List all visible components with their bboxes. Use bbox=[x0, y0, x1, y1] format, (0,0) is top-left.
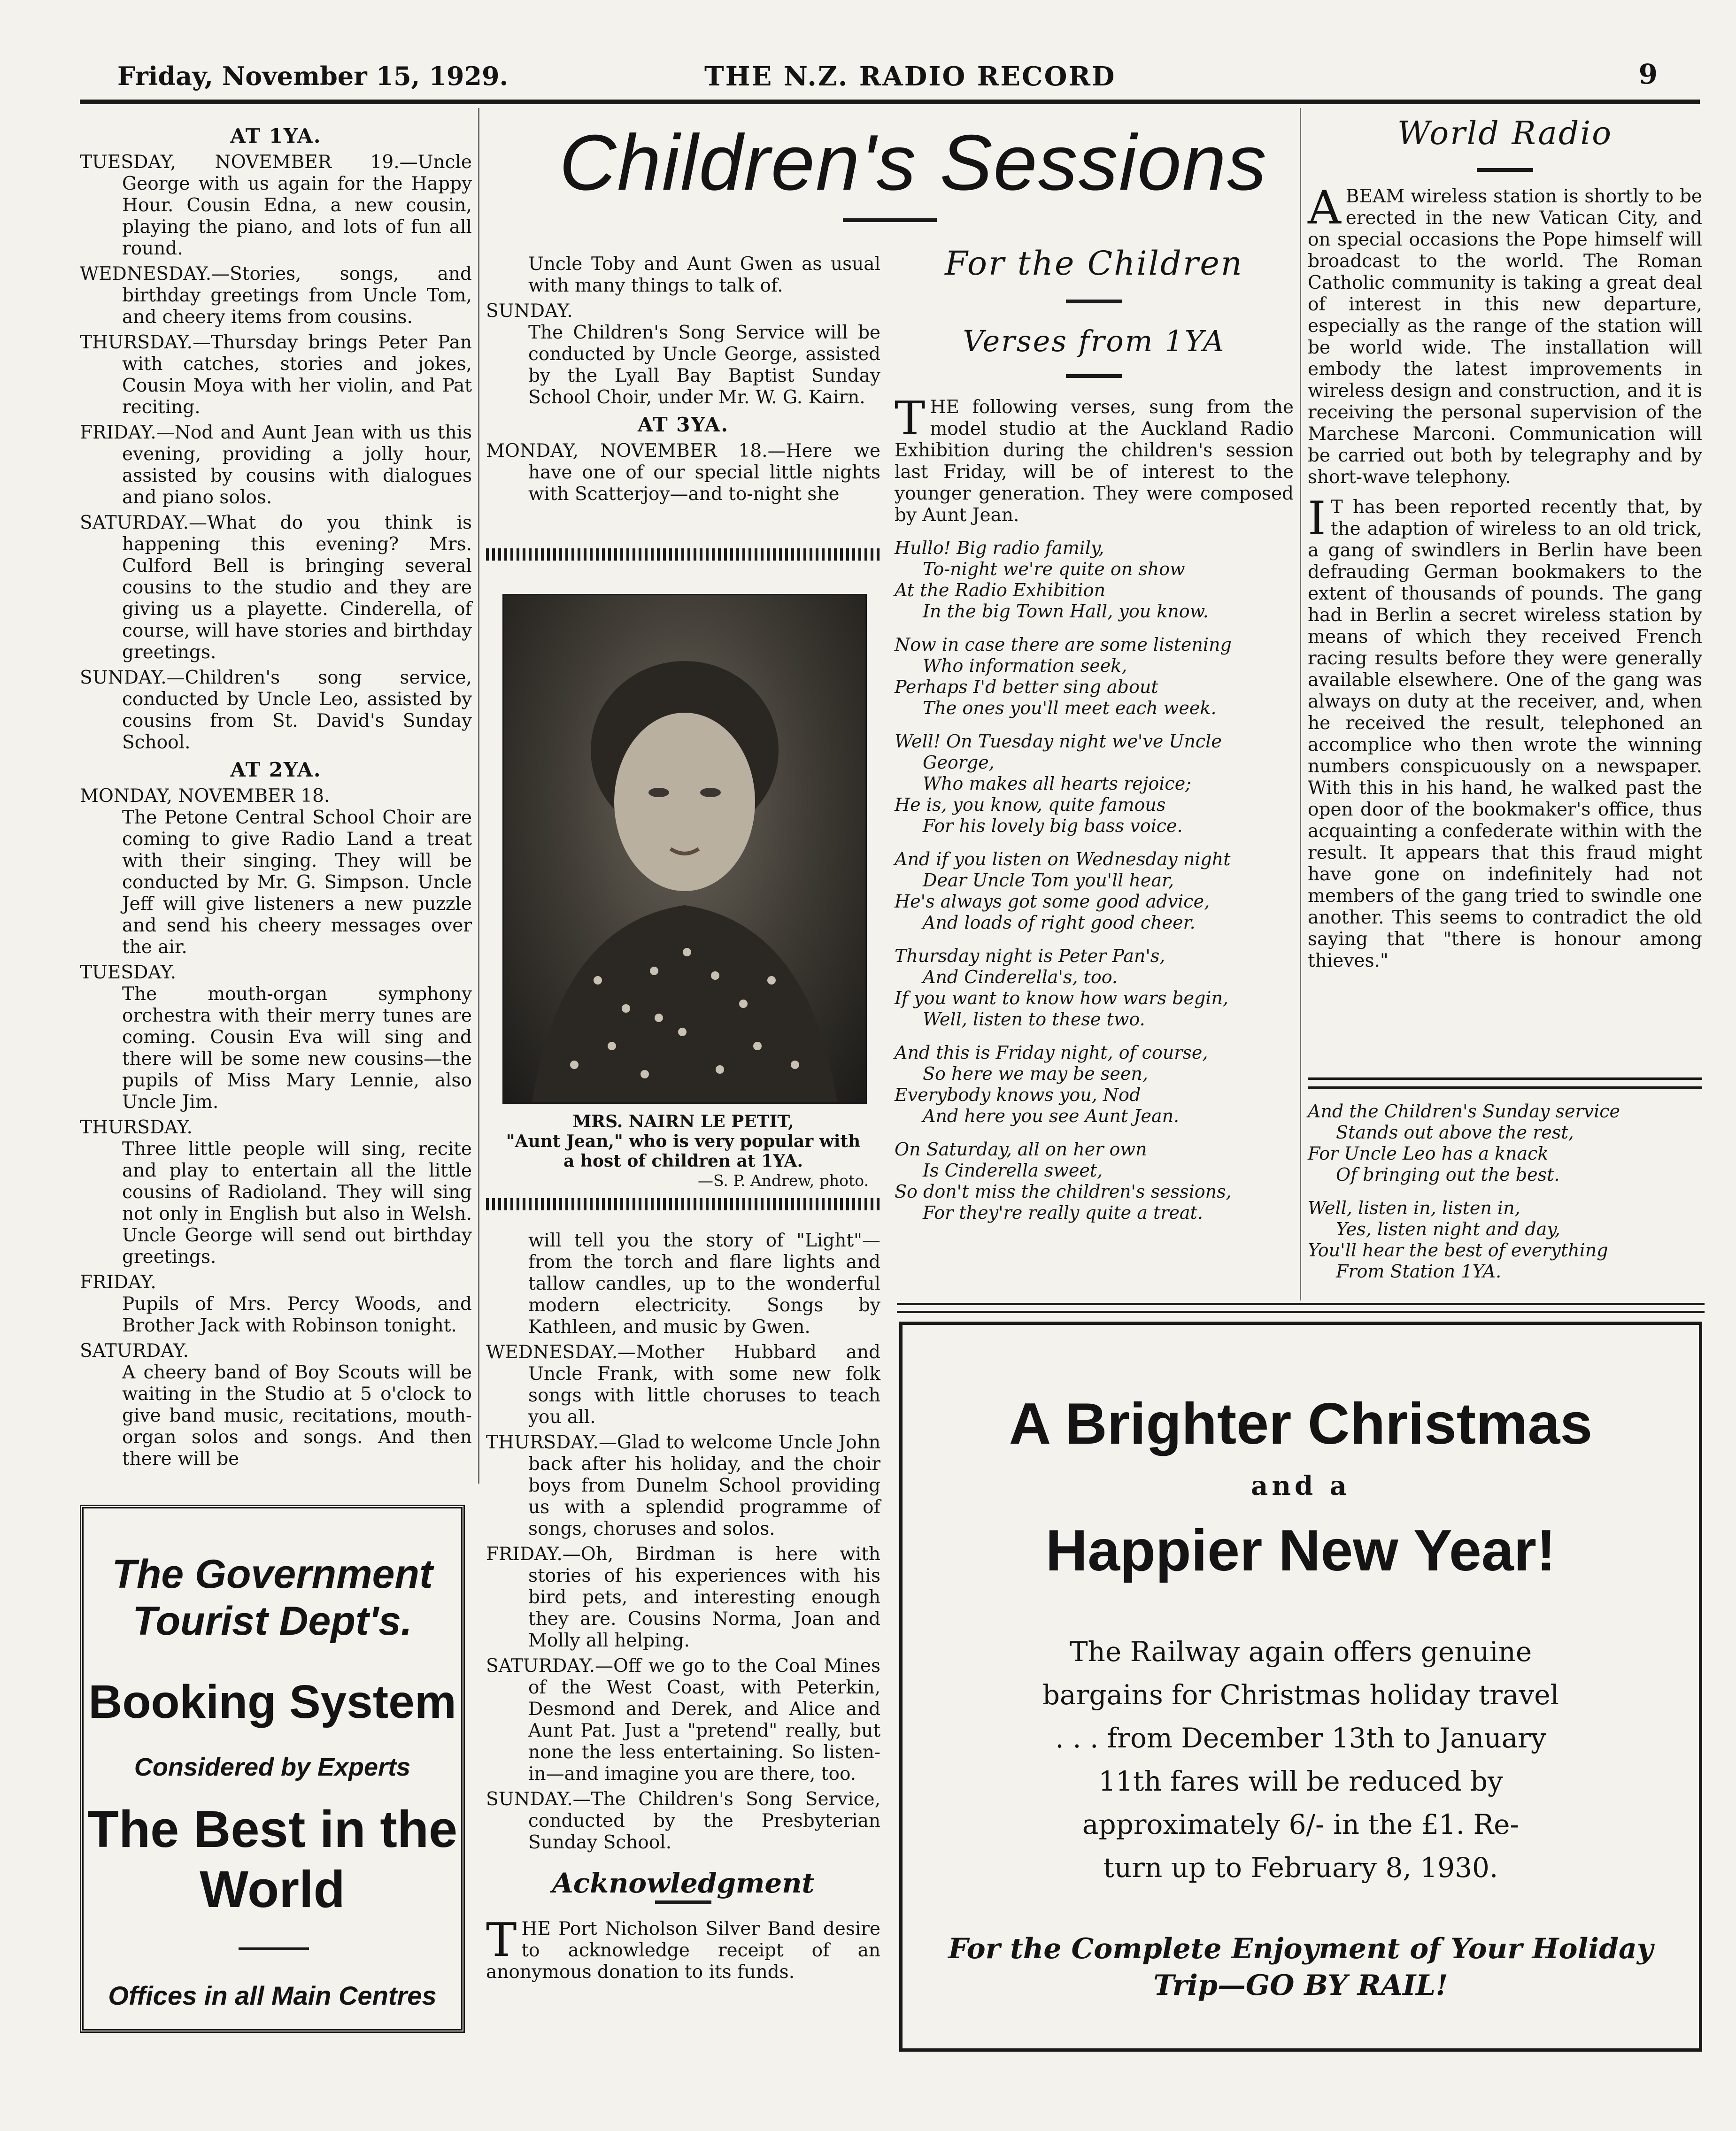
ad-footer bbox=[903, 1931, 1699, 2004]
ad-line: Offices in all Main Centres bbox=[108, 1981, 437, 2010]
schedule-item: SATURDAY.—Off we go to the Coal Mines of the West Coast, with Peterkin, Desmond and Derek, and Alice and Aunt Pat. Just a "pretend" really, but none the less entertaining. So listen-in—and imagine you are there, too. bbox=[486, 1655, 880, 1785]
verses-continued bbox=[1308, 1101, 1702, 1294]
ad-headline: Happier New Year! bbox=[1045, 1518, 1556, 1583]
column-divider bbox=[1300, 108, 1301, 1300]
verse-line: And Cinderella's, too. bbox=[923, 967, 1118, 987]
schedule-item: The mouth-organ symphony orchestra with their merry tunes are coming. Cousin Eva will sing and there will be some new cousins—the pupils of Miss Mary Lennie, also Uncle Jim. bbox=[122, 984, 472, 1113]
verse-stanza bbox=[895, 1139, 1294, 1223]
schedule-item: TUESDAY, NOVEMBER 19.—Uncle George with us again for the Happy Hour. Cousin Edna, a new cousin, playing the piano, and lots of fun all round. bbox=[80, 152, 472, 259]
newspaper-title: THE N.Z. RADIO RECORD bbox=[704, 61, 1116, 92]
schedule-day: MONDAY, NOVEMBER 18. bbox=[80, 785, 330, 807]
verse-line: Yes, listen night and day, bbox=[1336, 1219, 1560, 1239]
section-heading: For the Children bbox=[945, 244, 1243, 283]
schedule-day: SUNDAY. bbox=[486, 300, 573, 322]
verse-line: At the Radio Exhibition bbox=[895, 580, 1106, 600]
page-number: 9 bbox=[1638, 58, 1658, 90]
verse-line: Is Cinderella sweet, bbox=[923, 1160, 1103, 1181]
schedule-item: THURSDAY.—Thursday brings Peter Pan with catches, stories and jokes, Cousin Moya with her violin, and Pat reciting. bbox=[80, 332, 472, 418]
verse-line: For Uncle Leo has a knack bbox=[1308, 1143, 1549, 1164]
verse-line: You'll hear the best of everything bbox=[1308, 1240, 1608, 1261]
schedule-item: will tell you the story of "Light"—from the torch and flare lights and tallow candles, up to the wonderful modern electricity. Songs by Kathleen, and music by Gwen. bbox=[528, 1230, 880, 1338]
verse-line: To-night we're quite on show bbox=[923, 559, 1185, 579]
verse-stanza bbox=[1308, 1101, 1702, 1185]
verse-line: And here you see Aunt Jean. bbox=[923, 1106, 1180, 1126]
caption-name: MRS. NAIRN LE PETIT, bbox=[572, 1112, 794, 1131]
verse-line: He's always got some good advice, bbox=[895, 891, 1210, 912]
column-2-continued bbox=[486, 1230, 880, 1983]
ad-body-line: bargains for Christmas holiday travel bbox=[1042, 1679, 1559, 1711]
verses bbox=[895, 538, 1294, 1223]
verse-stanza bbox=[895, 538, 1294, 622]
column-divider bbox=[478, 108, 479, 1484]
verse-line: From Station 1YA. bbox=[1336, 1261, 1502, 1282]
schedule-item: Pupils of Mrs. Percy Woods, and Brother Jack with Robinson tonight. bbox=[122, 1293, 472, 1336]
schedule-day: THURSDAY. bbox=[80, 1117, 193, 1138]
verse-line: In the big Town Hall, you know. bbox=[923, 601, 1209, 622]
heading-rule bbox=[1066, 374, 1122, 378]
station-heading-3ya: AT 3YA. bbox=[638, 413, 729, 436]
column-4 bbox=[1308, 115, 1702, 980]
drop-cap: T bbox=[895, 392, 926, 446]
railway-ad bbox=[899, 1322, 1702, 2052]
verse-line: Perhaps I'd better sing about bbox=[895, 677, 1158, 697]
drop-cap: A bbox=[1308, 181, 1341, 235]
verse-line: Who information seek, bbox=[923, 655, 1127, 676]
schedule-item: The Children's Song Service will be conducted by Uncle George, assisted by the Lyall Bay Baptist Sunday School Choir, under Mr. W. G. Kairn. bbox=[528, 322, 880, 408]
schedule-item: FRIDAY.—Oh, Birdman is here with stories of his experiences with his bird pets, and interesting enough they are. Cousins Norma, Joan and Molly all helping. bbox=[486, 1544, 880, 1651]
verse-line: And if you listen on Wednesday night bbox=[895, 849, 1231, 869]
ad-body-line: 11th fares will be reduced by bbox=[1098, 1765, 1503, 1797]
issue-date: Friday, November 15, 1929. bbox=[117, 61, 509, 91]
verse-line: And loads of right good cheer. bbox=[923, 912, 1196, 933]
acknowledgment-text: HE Port Nicholson Silver Band desire to acknowledge receipt of an anonymous donation to its funds. bbox=[486, 1918, 880, 1983]
verse-stanza bbox=[895, 946, 1294, 1030]
verse-line: Everybody knows you, Nod bbox=[895, 1085, 1141, 1105]
schedule-day: SATURDAY. bbox=[80, 1340, 189, 1362]
verse-line: Now in case there are some listening bbox=[895, 634, 1232, 655]
schedule-day: TUESDAY. bbox=[80, 962, 177, 983]
schedule-item: A cheery band of Boy Scouts will be waiting in the Studio at 5 o'clock to give band music, recitations, mouth-organ solos and songs. And then there will be bbox=[122, 1362, 472, 1469]
verse-stanza bbox=[895, 731, 1294, 837]
section-heading: World Radio bbox=[1397, 115, 1613, 152]
article-text: BEAM wireless station is shortly to be erected in the new Vatican City, and on special occasions the Pope himself will broadcast to the world. The Roman Catholic community is taking a great deal of interest in this new departure, especially as the range of the station will be world wide. The installation will embody the latest improvements in wireless design and construction, and it is receiving the personal supervision of the Marchese Marconi. Communication will be carried out both by telegraphy and by short-wave telephony. bbox=[1308, 186, 1702, 488]
schedule-item: SUNDAY.—Children's song service, conducted by Uncle Leo, assisted by cousins from St. David's Sunday School. bbox=[80, 667, 472, 753]
verse-line: George, bbox=[923, 752, 995, 773]
schedule-item: FRIDAY.—Nod and Aunt Jean with us this evening, providing a jolly hour, assisted by cousins with dialogues and piano solos. bbox=[80, 422, 472, 508]
column-2 bbox=[486, 254, 880, 509]
double-rule bbox=[1308, 1077, 1702, 1089]
heading-rule bbox=[1066, 300, 1122, 303]
verse-line: He is, you know, quite famous bbox=[895, 794, 1166, 815]
verse-stanza bbox=[895, 849, 1294, 933]
ad-body bbox=[903, 1630, 1699, 1889]
ad-line: The Government bbox=[112, 1552, 433, 1597]
ad-line: and a bbox=[1251, 1470, 1350, 1501]
ad-headline: World bbox=[200, 1861, 345, 1918]
heading-rule bbox=[655, 1900, 711, 1904]
ad-headline: Booking System bbox=[88, 1676, 456, 1728]
schedule-item: SUNDAY.—The Children's Song Service, conducted by the Presbyterian Sunday School. bbox=[486, 1789, 880, 1853]
verse-line: Thursday night is Peter Pan's, bbox=[895, 946, 1165, 966]
article-text: T has been reported recently that, by the adaption of wireless to an old trick, a gang of swindlers in Berlin have been defrauding German bookmakers to the extent of thousands of pounds. The gang had in Berlin a secret wireless station by means of which they received French racing results before they were generally available elsewhere. One of the gang was always on duty at the receiver, and, when he received the result, telephoned an accomplice who then wrote the winning numbers conspicuously on a newspaper. With this in his hand, he walked past the open door of the bookmaker's office, thus acquainting a confederate within with the result. It appears that this fraud might have gone on indefinitely had not members of the gang tried to swindle one another. This seems to contradict the old saying that "there is honour among thieves." bbox=[1308, 497, 1702, 971]
portrait-image bbox=[504, 595, 865, 1102]
station-heading-1ya: AT 1YA. bbox=[230, 124, 322, 147]
photo-caption bbox=[498, 1112, 869, 1191]
schedule-item: Uncle Toby and Aunt Gwen as usual with many things to talk of. bbox=[528, 254, 880, 296]
verse-line: So here we may be seen, bbox=[923, 1063, 1148, 1084]
verse-line: Of bringing out the best. bbox=[1336, 1164, 1560, 1185]
schedule-item: The Petone Central School Choir are coming to give Radio Land a treat with their singing. They will be conducted by Mr. G. Simpson. Uncle Jeff will give listeners a new puzzle and send his cheery messages over the air. bbox=[122, 807, 472, 958]
caption-text: "Aunt Jean," who is very popular with a host of children at 1YA. bbox=[506, 1131, 861, 1171]
column-3 bbox=[895, 244, 1294, 1236]
ad-body-line: . . . from December 13th to January bbox=[1055, 1722, 1546, 1754]
verse-stanza bbox=[1308, 1198, 1702, 1282]
acknowledgment-heading: Acknowledgment bbox=[552, 1867, 815, 1899]
verse-stanza bbox=[895, 1042, 1294, 1127]
title-rule bbox=[843, 218, 937, 222]
ad-footer-line: For the Complete Enjoyment of Your Holiday bbox=[948, 1932, 1653, 1965]
ad-line: Considered by Experts bbox=[134, 1753, 411, 1781]
drop-cap: I bbox=[1308, 492, 1326, 546]
heading-rule bbox=[1477, 168, 1533, 172]
station-heading-2ya: AT 2YA. bbox=[230, 758, 322, 781]
verse-line: And the Children's Sunday service bbox=[1308, 1101, 1620, 1122]
verse-line: For they're really quite a treat. bbox=[923, 1202, 1203, 1223]
decorative-stripe bbox=[486, 1198, 880, 1210]
schedule-day: FRIDAY. bbox=[80, 1272, 156, 1293]
section-subheading: Verses from 1YA bbox=[963, 324, 1226, 358]
drop-cap: T bbox=[486, 1914, 517, 1967]
ad-top-rule bbox=[897, 1303, 1705, 1313]
decorative-stripe bbox=[486, 548, 880, 561]
verse-stanza bbox=[895, 634, 1294, 719]
verse-line: Well! On Tuesday night we've Uncle bbox=[895, 731, 1222, 752]
ad-headline: A Brighter Christmas bbox=[1009, 1392, 1593, 1456]
schedule-item: SATURDAY.—What do you think is happening this evening? Mrs. Culford Bell is bringing several cousins to the studio and they are giving us a playette. Cinderella, of course, will have stories and birthday greetings. bbox=[80, 512, 472, 663]
portrait-photo bbox=[502, 594, 867, 1104]
intro-text: HE following verses, sung from the model studio at the Auckland Radio Exhibition during the children's session last Friday, will be of interest to the younger generation. They were composed by Aunt Jean. bbox=[895, 397, 1294, 526]
verse-line: The ones you'll meet each week. bbox=[923, 698, 1217, 718]
ad-line: Tourist Dept's. bbox=[132, 1599, 412, 1644]
verse-line: Who makes all hearts rejoice; bbox=[923, 773, 1191, 794]
verse-line: And this is Friday night, of course, bbox=[895, 1042, 1208, 1063]
schedule-item: WEDNESDAY.—Stories, songs, and birthday greetings from Uncle Tom, and cheery items from cousins. bbox=[80, 263, 472, 328]
ad-footer-line: Trip—GO BY RAIL! bbox=[1153, 1969, 1448, 2002]
page-header bbox=[80, 56, 1676, 99]
ad-body-line: approximately 6/- in the £1. Re- bbox=[1082, 1808, 1520, 1840]
ad-headline: The Best in the bbox=[87, 1800, 458, 1858]
schedule-item: Three little people will sing, recite and play to entertain all the little cousins of Radioland. They will sing not only in English but also in Welsh. Uncle George will send out birthday greetings. bbox=[122, 1139, 472, 1268]
verse-line: If you want to know how wars begin, bbox=[895, 988, 1228, 1008]
ad-body-line: The Railway again offers genuine bbox=[1069, 1636, 1532, 1668]
schedule-item: THURSDAY.—Glad to welcome Uncle John back after his holiday, and the choir boys from Dunelm School providing us with a splendid programme of songs, choruses and solos. bbox=[486, 1432, 880, 1539]
page-title: Children's Sessions bbox=[559, 118, 1268, 207]
header-rule bbox=[80, 100, 1700, 104]
verse-line: Well, listen to these two. bbox=[923, 1009, 1145, 1030]
verse-line: Dear Uncle Tom you'll hear, bbox=[923, 870, 1174, 891]
ad-body-line: turn up to February 8, 1930. bbox=[1103, 1852, 1498, 1884]
verse-line: On Saturday, all on her own bbox=[895, 1139, 1147, 1160]
verse-line: Hullo! Big radio family, bbox=[895, 538, 1104, 558]
verse-line: So don't miss the children's sessions, bbox=[895, 1181, 1232, 1202]
verse-line: Well, listen in, listen in, bbox=[1308, 1198, 1520, 1218]
column-1 bbox=[80, 120, 472, 1474]
ad-rule bbox=[239, 1947, 309, 1950]
verse-line: For his lovely big bass voice. bbox=[923, 815, 1183, 836]
tourist-dept-ad bbox=[80, 1505, 465, 2033]
photo-credit: —S. P. Andrew, photo. bbox=[697, 1171, 869, 1190]
schedule-item: MONDAY, NOVEMBER 18.—Here we have one of our special little nights with Scatterjoy—and to-night she bbox=[486, 440, 880, 505]
verse-line: Stands out above the rest, bbox=[1336, 1122, 1574, 1143]
schedule-item: WEDNESDAY.—Mother Hubbard and Uncle Frank, with some new folk songs with little choruses to teach you all. bbox=[486, 1342, 880, 1428]
